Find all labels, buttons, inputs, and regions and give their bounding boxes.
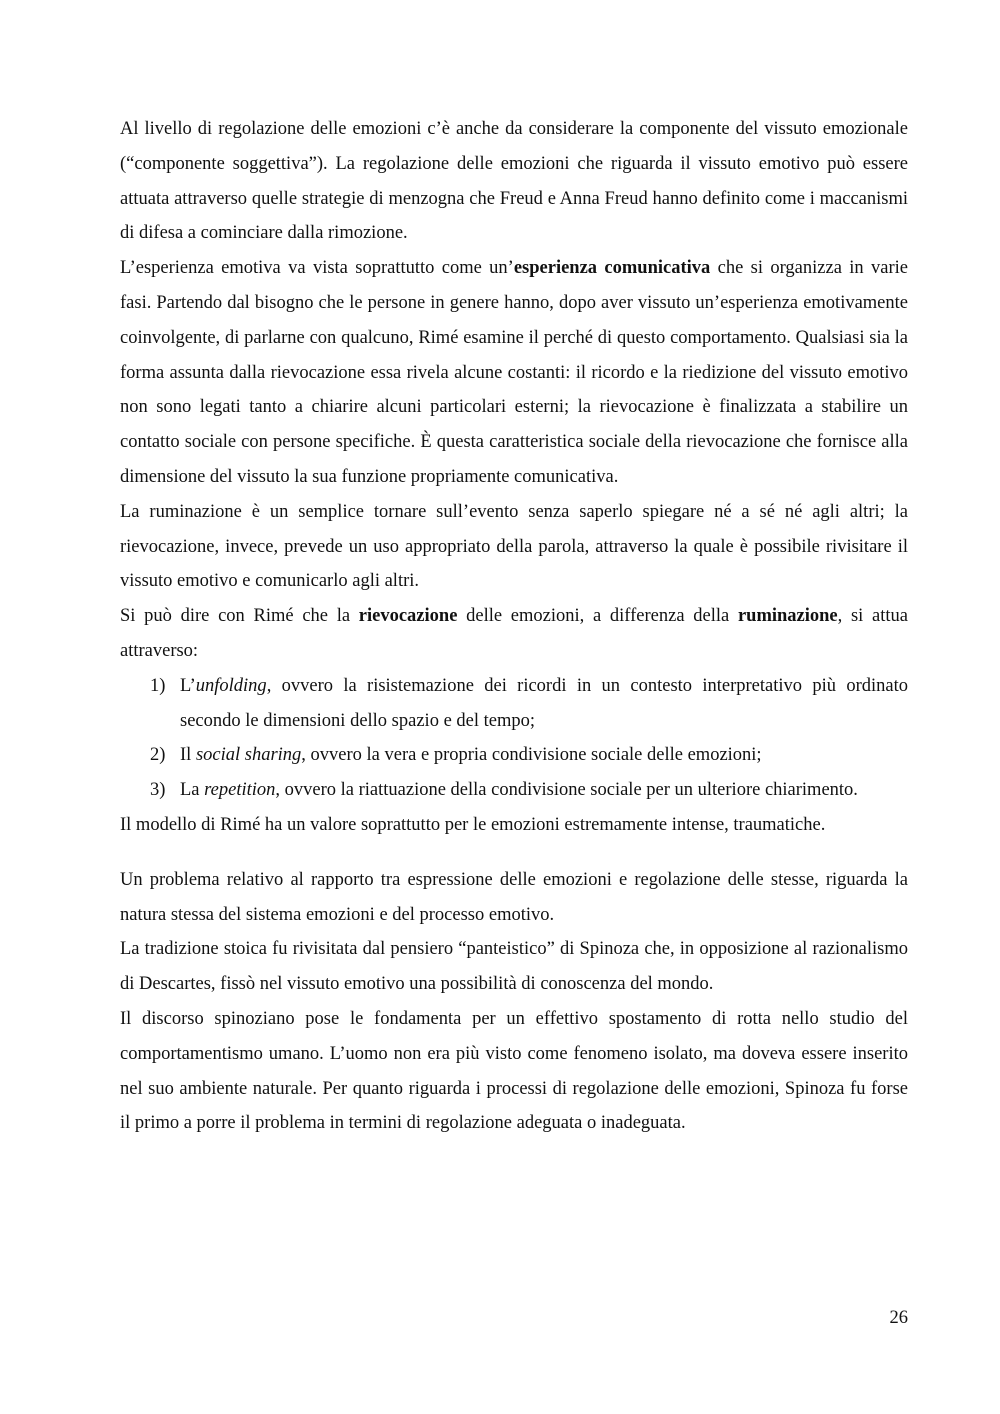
list-item-text (180, 773, 908, 808)
paragraph-5: Il modello di Rimé ha un valore soprattutto per le emozioni estremamente intense, traumatiche. (120, 814, 826, 835)
list-item-italic: social sharing (195, 745, 302, 766)
paragraph-2-text-a: L’esperienza emotiva va vista soprattutto come un’ (120, 258, 514, 279)
paragraph-2-text-b: che si organizza in varie fasi. Partendo dal bisogno che le persone in genere hanno, dopo aver vissuto un’esperienza emotivamente coinvolgente, di parlarne con qualcuno, Rimé esamine il perché di questo comportamento. Qualsiasi sia la forma assunta dalla rievocazione essa rivela alcune costanti: il ricordo e la riedizione del vissuto emotivo non sono legati tanto a chiarire alcuni particolari esterni; la rievocazione è finalizzata a stabilire un contatto sociale con persone specifiche. È questa caratteristica sociale della rievocazione che fornisce alla dimensione del vissuto la sua funzione propriamente comunicativa. (120, 258, 908, 487)
list-item-italic: repetition (204, 780, 276, 801)
paragraph-2-bold: esperienza comunicativa (513, 258, 711, 279)
list-item-post: , ovvero la riattuazione della condivisione sociale per un ulteriore chiarimento. (275, 780, 858, 801)
list-item-number: 2. 2) (150, 745, 166, 766)
list-item (150, 738, 908, 773)
list-item-pre: Il (180, 745, 196, 766)
list-item-text (180, 738, 908, 773)
paragraph-4-text-a: Si può dire con Rimé che la (120, 606, 359, 627)
list-item-pre: L’ (180, 675, 196, 696)
paragraph-4 (120, 599, 908, 669)
list-item (150, 669, 908, 739)
list-item-italic: unfolding (195, 675, 267, 696)
list-item-pre: La (180, 780, 205, 801)
paragraph-1: Al livello di regolazione delle emozioni c’è anche da considerare la componente del vissuto emozionale (“componente soggettiva”). La regolazione delle emozioni che riguarda il vissuto emotivo può essere attuata attraverso quelle strategie di menzogna che Freud e Anna Freud hanno definito come i maccanismi di difesa a cominciare dalla rimozione. (120, 119, 908, 244)
paragraph-gap (120, 843, 908, 863)
paragraph-4-text-b: delle emozioni, a differenza della (457, 606, 738, 627)
list-item-text (180, 669, 908, 739)
paragraph-4-bold-2: ruminazione (737, 606, 838, 627)
paragraph-8: Il discorso spinoziano pose le fondamenta per un effettivo spostamento di rotta nello studio del comportamentismo umano. L’uomo non era più visto come fenomeno isolato, ma doveva essere inserito nel suo ambiente naturale. Per quanto riguarda i processi di regolazione delle emozioni, Spinoza fu forse il primo a porre il problema in termini di regolazione adeguata o inadeguata. (120, 1008, 908, 1134)
paragraph-4-bold-1: rievocazione (358, 606, 458, 627)
list-item-post: , ovvero la risistemazione dei ricordi in un contesto interpretativo più ordinato secondo le dimensioni dello spazio e del tempo; (180, 675, 908, 731)
list-item-post: , ovvero la vera e propria condivisione sociale delle emozioni; (301, 745, 762, 766)
page-number: 26 (889, 1308, 908, 1328)
list-item-number: 1. 1) (150, 675, 166, 696)
paragraph-3: La ruminazione è un semplice tornare sull’evento senza saperlo spiegare né a sé né agli altri; la rievocazione, invece, prevede un uso appropriato della parola, attraverso la quale è possibile rivisitare il vissuto emotivo e comunicarlo agli altri. (120, 501, 908, 592)
list-item (150, 773, 908, 808)
list-item-number: 3. 3) (150, 780, 166, 801)
paragraph-4-text-c: , si attua attraverso: (120, 606, 908, 661)
body-text (120, 112, 908, 1141)
paragraph-2 (120, 251, 908, 495)
numbered-list (120, 669, 908, 808)
paragraph-6: Un problema relativo al rapporto tra espressione delle emozioni e regolazione delle stesse, riguarda la natura stessa del sistema emozioni e del processo emotivo. (120, 869, 908, 925)
paragraph-7: La tradizione stoica fu rivisitata dal pensiero “panteistico” di Spinoza che, in opposizione al razionalismo di Descartes, fissò nel vissuto emotivo una possibilità di conoscenza del mondo. (120, 939, 908, 995)
